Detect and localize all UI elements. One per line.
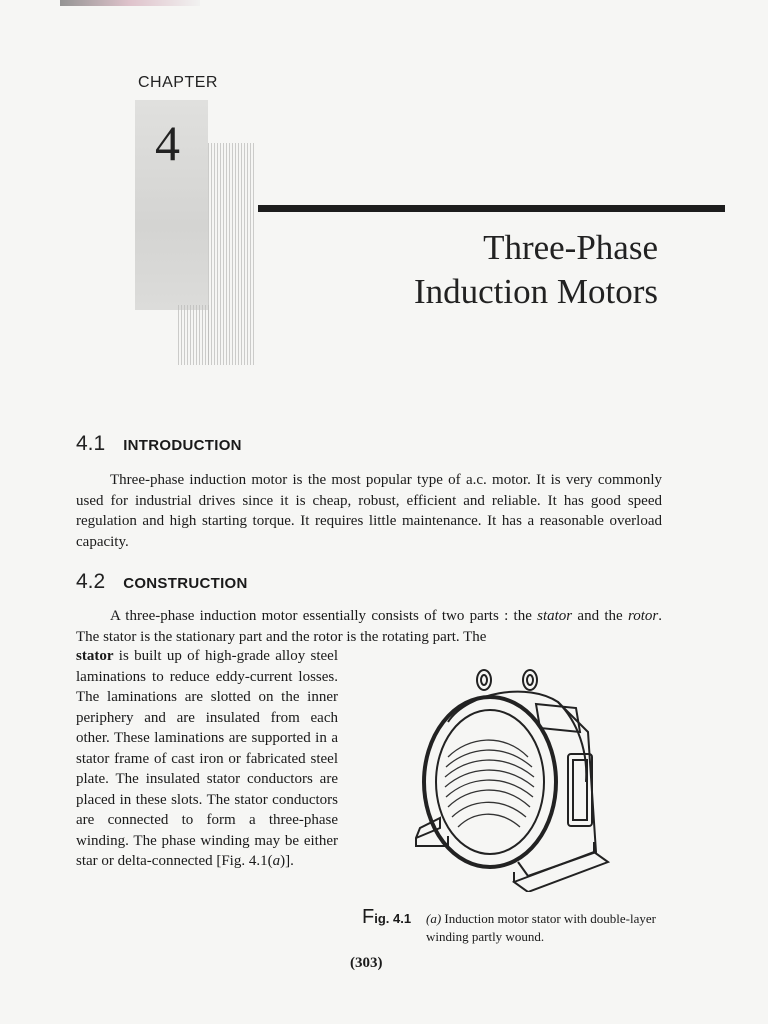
section-number: 4.2	[76, 570, 106, 593]
section-heading-4-1	[76, 432, 242, 456]
stator-figure	[408, 662, 628, 892]
intro-paragraph	[76, 470, 662, 552]
figure-label: Fig. 4.1	[362, 906, 412, 928]
decorative-hatch	[208, 143, 256, 365]
chapter-title	[414, 226, 658, 314]
intro-text: Three-phase induction motor is the most popular type of a.c. motor. It is very commonly used for industrial drives since it is cheap, robust, efficient and reliable. It has good speed regulation and high starting torque. It requires little maintenance. It has a reasonable overload capacity.	[76, 472, 662, 550]
construction-body: stator is built up of high-grade alloy steel laminations to reduce eddy-current losses. The laminations are slotted on the inner periphery and are insulated from each other. These laminations are supported in a stator frame of cast iron or fabricated steel plate. The insulated stator conductors are placed in these slots. The stator conductors are connected to form a three-phase winding. The phase winding may be either star or delta-connected [Fig. 4.1(a)].	[76, 648, 338, 869]
title-line-1: Three-Phase	[483, 228, 658, 267]
section-number: 4.1	[76, 432, 106, 455]
section-title: CONSTRUCTION	[123, 575, 248, 592]
title-line-2: Induction Motors	[413, 272, 658, 311]
chapter-label: CHAPTER	[138, 74, 218, 91]
section-title: INTRODUCTION	[123, 437, 242, 454]
figure-caption	[362, 906, 656, 944]
chapter-number-block	[135, 100, 208, 310]
section-heading-4-2	[76, 570, 248, 594]
scan-edge-mark	[60, 0, 200, 6]
page-number: (303)	[350, 955, 383, 971]
construction-intro	[76, 606, 662, 647]
construction-intro-text: A three-phase induction motor essentially consists of two parts : the stator and the rotor. The stator is the stationary part and the rotor is the rotating part. The	[76, 608, 662, 645]
decorative-hatch-lower	[178, 305, 210, 365]
title-rule	[258, 205, 725, 212]
figure-caption-text: (a) Induction motor stator with double-layer winding partly wound.	[426, 911, 656, 944]
chapter-number: 4	[155, 115, 180, 171]
